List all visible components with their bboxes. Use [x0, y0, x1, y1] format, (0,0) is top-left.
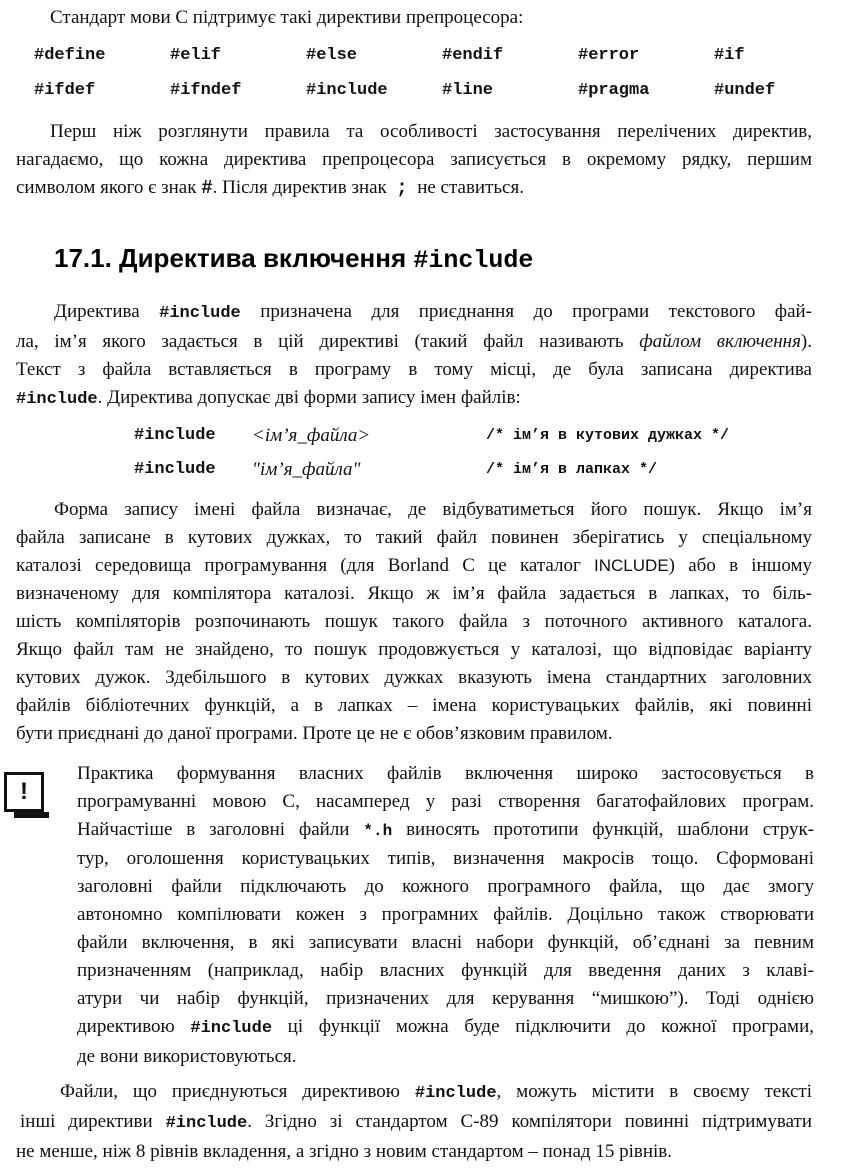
example-directive: #include: [134, 426, 216, 445]
paragraph-intro-rules: [16, 118, 812, 202]
note-block: [77, 760, 814, 1071]
example-arg: "ім’я_файла": [252, 459, 361, 480]
text-line: Практика формування власних файлів включення широко застосовується в: [77, 763, 814, 784]
paragraph-search-rules: [16, 496, 812, 748]
text-line: призначенням (наприклад, набір власних функцій для введення даних з клаві-: [77, 960, 814, 981]
directive-item: #error: [578, 46, 640, 65]
text-line: заголовні файли підключають до кожного програмного файла, що дає змогу: [77, 876, 814, 897]
directive-item: #ifdef: [34, 81, 96, 100]
paragraph-include-description: [16, 298, 812, 414]
text-line: нагадаємо, що кожна директива препроцесора записується в окремому рядку, першим: [16, 149, 812, 170]
text-line: символом якого є знак #. Після директив знак ; не ставиться.: [16, 177, 524, 199]
text-line: шість компіляторів розпочинають пошук такого файла з поточного активного каталога.: [16, 611, 812, 632]
directive-item: #line: [442, 81, 494, 100]
text-line: каталозі середовища програмування (для Borland C це каталог INCLUDE) або в іншому: [16, 555, 813, 576]
directive-item: #undef: [714, 81, 776, 100]
directive-item: #else: [306, 46, 358, 65]
example-arg: <ім’я_файла>: [252, 425, 371, 446]
directive-item: #pragma: [578, 81, 650, 100]
text-line: директивою #include ці функції можна буде підключити до кожної програми,: [77, 1016, 815, 1038]
example-comment: /* ім’я в лапках */: [486, 461, 658, 478]
text-line: інші директиви #include. Згідно зі стандартом С-89 компілятори повинні підтримувати: [20, 1111, 813, 1133]
directive-item: #endif: [442, 46, 504, 65]
directive-item: #ifndef: [170, 81, 242, 100]
text-line: Форма запису імені файла визначає, де відбуватиметься його пошук. Якщо ім’я: [54, 499, 812, 520]
text-line: тур, оголошення користувацьких типів, визначення макросів тощо. Сформовані: [77, 848, 814, 869]
text-line: не менше, ніж 8 рівнів вкладення, а згідно з новим стандартом – понад 15 рівнів.: [16, 1141, 672, 1162]
text-line: бути приєднані до даної програми. Проте це не є обов’язковим правилом.: [16, 723, 613, 744]
example-angle-brackets: [134, 422, 730, 450]
text-line: Якщо файл там не знайдено, то пошук продовжується у каталозі, що відповідає варіанту: [16, 639, 812, 660]
text-line: файлів бібліотечних функцій, а в лапках – імена користувацьких файлів, які повинні: [16, 695, 812, 716]
example-quotes: [134, 456, 658, 484]
directive-item: #define: [34, 46, 106, 65]
text-line: програмуванні мовою С, насамперед у разі створення багатофайлових програм.: [77, 791, 814, 812]
text-line: де вони використовуються.: [77, 1046, 297, 1067]
text-line: Найчастіше в заголовні файли *.h виносять прототипи функцій, шаблони струк-: [77, 819, 815, 840]
text-line: Текст з файла вставляється в програму в тому місці, де була записана директива: [16, 359, 812, 380]
attention-icon: !: [4, 772, 44, 812]
intro-text: Стандарт мови С підтримує такі директиви препроцесора:: [50, 7, 524, 28]
directive-item: #include: [306, 81, 388, 100]
example-comment: /* ім’я в кутових дужках */: [486, 427, 730, 444]
directive-item: #if: [714, 46, 745, 65]
paragraph-nesting: [16, 1078, 812, 1166]
text-line: Файли, що приєднуються директивою #include, можуть містити в своєму тексті: [60, 1081, 813, 1103]
section-heading: 17.1. Директива включення #include: [54, 243, 534, 275]
directive-item: #elif: [170, 46, 222, 65]
text-line: визначеному для компілятора каталозі. Якщо ж ім’я файла задається в лапках, то біль-: [16, 583, 812, 604]
text-line: кутових дужок. Здебільшого в кутових дужках вказують імена стандартних заголовних: [16, 667, 812, 688]
text-line: автономно компілювати кожен з програмних файлів. Доцільно також створювати: [77, 904, 814, 925]
text-line: #include. Директива допускає дві форми запису імен файлів:: [16, 387, 521, 409]
text-line: файла записане в кутових дужках, то такий файл повинен зберігатись у спеціальному: [16, 527, 812, 548]
text-line: атури чи набір функцій, призначених для керування “мишкою”). Тоді однією: [77, 988, 814, 1009]
example-directive: #include: [134, 460, 216, 479]
text-line: Директива #include призначена для приєднання до програми текстового фай-: [54, 301, 813, 323]
text-line: Перш ніж розглянути правила та особливості застосування перелічених директив,: [50, 121, 812, 142]
text-line: ла, ім’я якого задається в цій директиві (такий файл називають файлом включення).: [16, 331, 812, 352]
text-line: файли включення, в які записувати власні набори функцій, об’єднані за певним: [77, 932, 814, 953]
